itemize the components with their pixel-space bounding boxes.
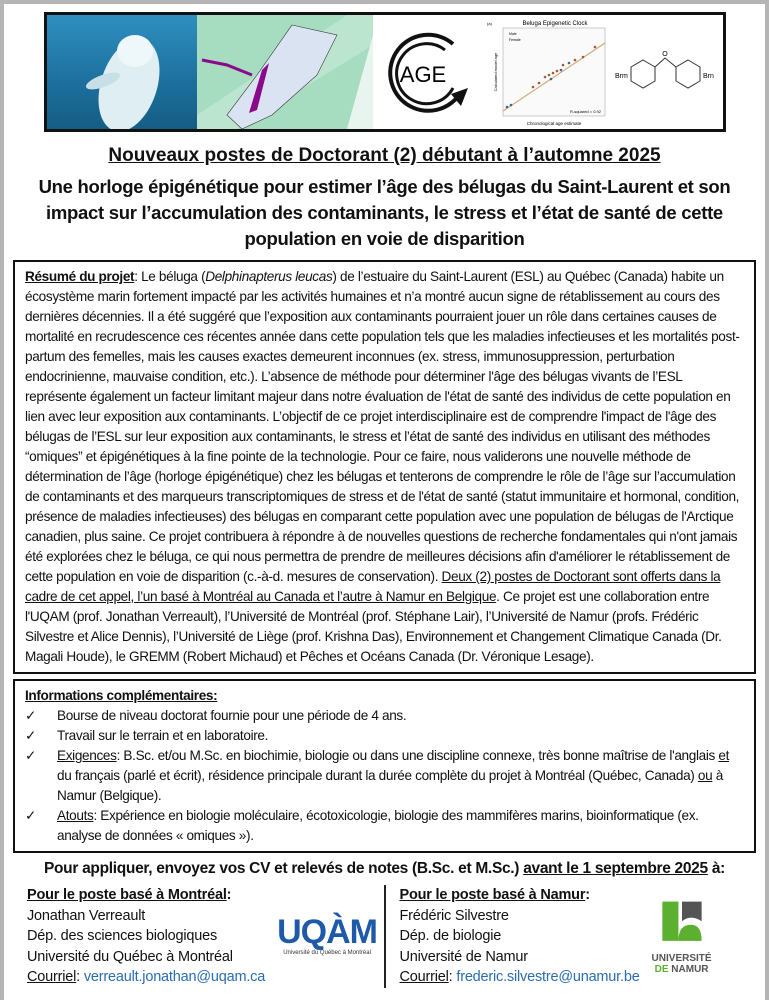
contacts-section <box>13 885 756 992</box>
species-name: Delphinapterus leucas <box>205 269 333 284</box>
item-text: du français (parlé et écrit), résidence principale durant la durée complète du projet à Montréal (Québec, Canada) <box>57 768 698 783</box>
list-item <box>25 806 744 846</box>
email-label: Courriel <box>399 969 449 985</box>
contact-univ: Université du Québec à Montréal <box>27 948 233 965</box>
email-link[interactable]: verreault.jonathan@uqam.ca <box>83 969 266 985</box>
colon: : <box>448 969 453 985</box>
uqam-logo-text: UQÀM <box>277 913 378 952</box>
item-text: ou <box>697 768 713 783</box>
namur-heading: Pour le poste basé à Namur <box>399 887 586 903</box>
info-label: Informations complémentaires: <box>25 688 218 703</box>
namur-contact <box>400 885 640 988</box>
unamur-logo-text: DE <box>654 963 669 975</box>
check-icon: ✓ <box>25 808 37 823</box>
item-text: Bourse de niveau doctorat fournie pour une période de 4 ans. <box>57 708 407 723</box>
item-text: à Namur (Belgique). <box>57 768 723 803</box>
apply-instructions <box>13 859 756 879</box>
unamur-logo-text: NAMUR <box>671 963 709 975</box>
chem-oxygen: O <box>662 51 668 58</box>
apply-text: à: <box>707 860 726 877</box>
montreal-contact <box>27 885 265 988</box>
summary-text: : Le béluga ( <box>134 269 206 284</box>
beluga-photo <box>47 15 197 129</box>
list-item <box>25 726 744 746</box>
item-text: : Expérience en biologie moléculaire, écotoxicologie, biologie des mammifères marins, bioinformatique (ex. analyse de données « omiques »). <box>57 808 699 843</box>
contact-dept: Dép. de biologie <box>399 928 502 944</box>
item-text: : B.Sc. et/ou M.Sc. en biochimie, biologie ou dans une discipline connexe, très bonne maîtrise de l'anglais <box>116 748 719 763</box>
header-banner <box>44 12 726 132</box>
chem-br-left: Brm <box>615 73 628 80</box>
uqam-logo-sub: Université du Québec à Montréal <box>283 950 371 957</box>
chem-br-right: Brn <box>703 73 714 80</box>
plot-r2: R-squared = 0.92 <box>569 109 601 114</box>
project-title: Une horloge épigénétique pour estimer l’âge des bélugas du Saint-Laurent et son impact sur l’accumulation des contaminants, le stress et l’état de santé de cette population en voie de disparition <box>38 176 731 249</box>
contact-dept: Dép. des sciences biologiques <box>27 928 218 944</box>
plot-ylabel: Calculated model age <box>493 52 498 92</box>
plot-title: Beluga Epigenetic Clock <box>522 21 588 27</box>
item-text: Travail sur le terrain et en laboratoire. <box>57 728 269 743</box>
unamur-emblem-icon <box>655 898 709 948</box>
age-label: AGE <box>399 62 447 87</box>
colon: : <box>226 887 232 903</box>
unamur-logo-text: UNIVERSITÉ <box>651 952 712 964</box>
email-label: Courriel <box>27 969 77 985</box>
colon: : <box>585 887 590 903</box>
check-icon: ✓ <box>25 748 37 763</box>
uqam-logo <box>273 915 381 957</box>
item-text: et <box>718 748 730 763</box>
pbde-structure <box>613 15 723 129</box>
unamur-logo <box>648 898 716 975</box>
age-cycle-graphic <box>373 15 483 129</box>
legend-female: Female <box>509 38 521 42</box>
check-icon: ✓ <box>25 708 37 723</box>
montreal-heading: Pour le poste basé à Montréal <box>27 887 227 903</box>
requirements-label: Exigences <box>57 748 117 763</box>
email-link[interactable]: frederic.silvestre@unamur.be <box>456 969 640 985</box>
deadline: avant le 1 septembre 2025 <box>523 860 708 877</box>
montreal-column <box>13 885 384 988</box>
page-title: Nouveaux postes de Doctorant (2) débutant à l’automne 2025 <box>108 145 661 166</box>
colon: : <box>76 969 81 985</box>
contact-name: Jonathan Verreault <box>27 907 146 924</box>
plot-xlabel: Chronological age estimate <box>526 121 582 126</box>
apply-text: Pour appliquer, envoyez vos CV et relevés de notes (B.Sc. et M.Sc.) <box>43 860 524 877</box>
summary-label: Résumé du projet <box>25 269 135 284</box>
plot-panel: (a) <box>487 21 492 26</box>
namur-column <box>386 885 757 988</box>
assets-label: Atouts <box>57 808 94 823</box>
check-icon: ✓ <box>25 728 37 743</box>
epigenetic-clock-plot <box>483 15 613 129</box>
contact-name: Frédéric Silvestre <box>399 907 509 924</box>
contact-univ: Université de Namur <box>399 948 528 965</box>
additional-info <box>13 679 756 853</box>
project-summary <box>13 260 756 674</box>
estuary-map <box>197 15 373 129</box>
positions-statement: Deux (2) postes de Doctorant sont offerts dans la cadre de cet appel, l’un basé à Montréal au Canada et l’autre à Namur en Belgique <box>25 569 721 604</box>
list-item <box>25 706 744 726</box>
summary-text: . Ce projet est une collaboration entre l'UQAM (prof. Jonathan Verreault), l’Université de Montréal (prof. Stéphane Lair), l’Université de Namur (profs. Frédéric Silvestre et Alice Dennis), l’Université de Liège (prof. Krishna Das), Environnement et Changement Climatique Canada (Dr. Magali Houde), le GREMM (Robert Michaud) et Pêches et Océans Canada (Dr. Véronique Lesage). <box>25 589 722 664</box>
summary-text: ) de l’estuaire du Saint-Laurent (ESL) au Québec (Canada) habite un écosystème marin fortement impacté par les activités humaines et n’a montré aucun signe de rétablissement au cours des dernières décennies. Il a été suggéré que l’exposition aux contaminants pourraient jouer un rôle dans certaines causes de mortalité en recrudescence ces récentes année dans cette population tels que les maladies infectieuses et les mortalités post-partum des femelles, mais les causes exactes demeurent inconnues (ex. stress, immunosuppression, perturbation endocrinienne, mauvaise condition, etc.). L’absence de méthode pour déterminer l'âge des bélugas vivants de l’ESL représente également un facteur limitant majeur dans notre évaluation de l'état de santé des individus de cette population en lien avec leur exposition aux contaminants. L’objectif de ce projet interdisciplinaire est de comprendre l'impact de l'âge des bélugas de l’ESL sur leur exposition aux contaminants, le stress et l’état de santé des individus en utilisant des méthodes “omiques” et épigénétiques à la fine pointe de la technologie. Pour ce faire, nous validerons une nouvelle méthode de détermination de l’âge (horloge épigénétique) chez les bélugas et tenterons de comprendre le rôle de l’âge sur l’accumulation de contaminants et des marqueurs transcriptomiques de stress et de l'état de santé (statut immunitaire et hormonal, condition, présence de maladies infectieuses) des bélugas en comparant cette population avec une population de bélugas de l'Arctique canadien, plus saine. Ce projet contribuera à répondre à de nouvelles questions de recherche fondamentales qui n'ont jamais été explorées chez le béluga, ce qui nous permettra de prendre de meilleures décisions afin d'améliorer le rétablissement de cette population en voie de disparition (c.-à-d. mesures de conservation). <box>25 269 740 584</box>
list-item <box>25 746 744 806</box>
legend-male: Male <box>509 32 517 36</box>
